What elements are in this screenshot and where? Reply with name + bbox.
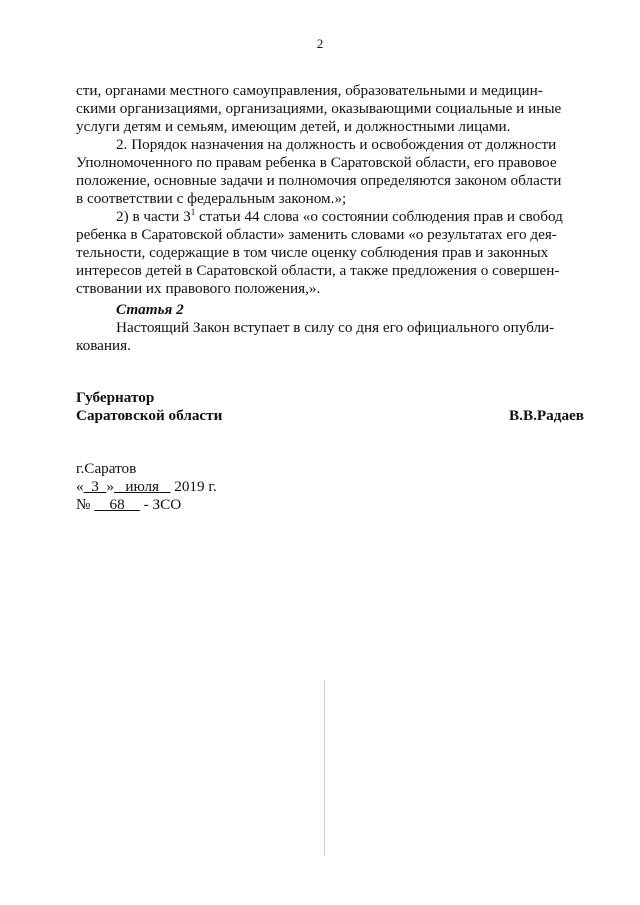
amendment-rest: статьи 44 слова «о состоянии соблюдения прав и свобод xyxy=(195,208,563,225)
date-line xyxy=(76,478,217,496)
article-heading: Статья 2 xyxy=(116,301,184,318)
document-body xyxy=(76,82,584,298)
law-number-line xyxy=(76,496,181,514)
law-number: 68 xyxy=(94,496,140,513)
page-number: 2 xyxy=(316,36,324,51)
text-line: ребенка в Саратовской области» заменить словами «о результатах его дея- xyxy=(76,226,557,243)
city: г.Саратов xyxy=(76,460,137,477)
signatory-title: Губернатор xyxy=(76,389,155,406)
text-line: ствовании их правового положения,». xyxy=(76,280,321,297)
text-line: Уполномоченного по правам ребенка в Саратовской области, его правовое xyxy=(76,154,557,171)
text-line: услуги детям и семьям, имеющим детей, и должностными лицами. xyxy=(76,118,511,135)
signatory-name: В.В.Радаев xyxy=(509,407,584,424)
text-line: сти, органами местного самоуправления, образовательными и медицин- xyxy=(76,82,543,99)
text-line: тельности, содержащие в том числе оценку соблюдения прав и законных xyxy=(76,244,549,261)
date-month: июля xyxy=(113,478,171,495)
superscript: 1 xyxy=(190,207,196,217)
article-body xyxy=(76,319,584,355)
text-line: в соответствии с федеральным законом.»; xyxy=(76,190,347,207)
text-line xyxy=(76,208,584,226)
date-open-quote: « xyxy=(76,478,84,495)
text-line: интересов детей в Саратовской области, а также предложения о совершен- xyxy=(76,262,560,279)
signatory-region: Саратовской области xyxy=(76,407,223,424)
text-line: кования. xyxy=(76,337,131,354)
scan-artifact-line xyxy=(324,680,325,855)
text-line: 2. Порядок назначения на должность и освобождения от должности xyxy=(116,136,557,153)
date-day: 3 xyxy=(83,478,107,495)
text-line: скими организациями, организациями, оказывающими социальные и иные xyxy=(76,100,562,117)
number-prefix: № xyxy=(76,496,95,513)
amendment-start: 2) в части 3 xyxy=(116,208,191,225)
date-close-quote: » xyxy=(106,478,114,495)
text-line: положение, основные задачи и полномочия определяются законом области xyxy=(76,172,562,189)
text-line: Настоящий Закон вступает в силу со дня его официального опубли- xyxy=(116,319,555,336)
date-year: 2019 г. xyxy=(170,478,217,495)
number-suffix: - ЗСО xyxy=(139,496,182,513)
